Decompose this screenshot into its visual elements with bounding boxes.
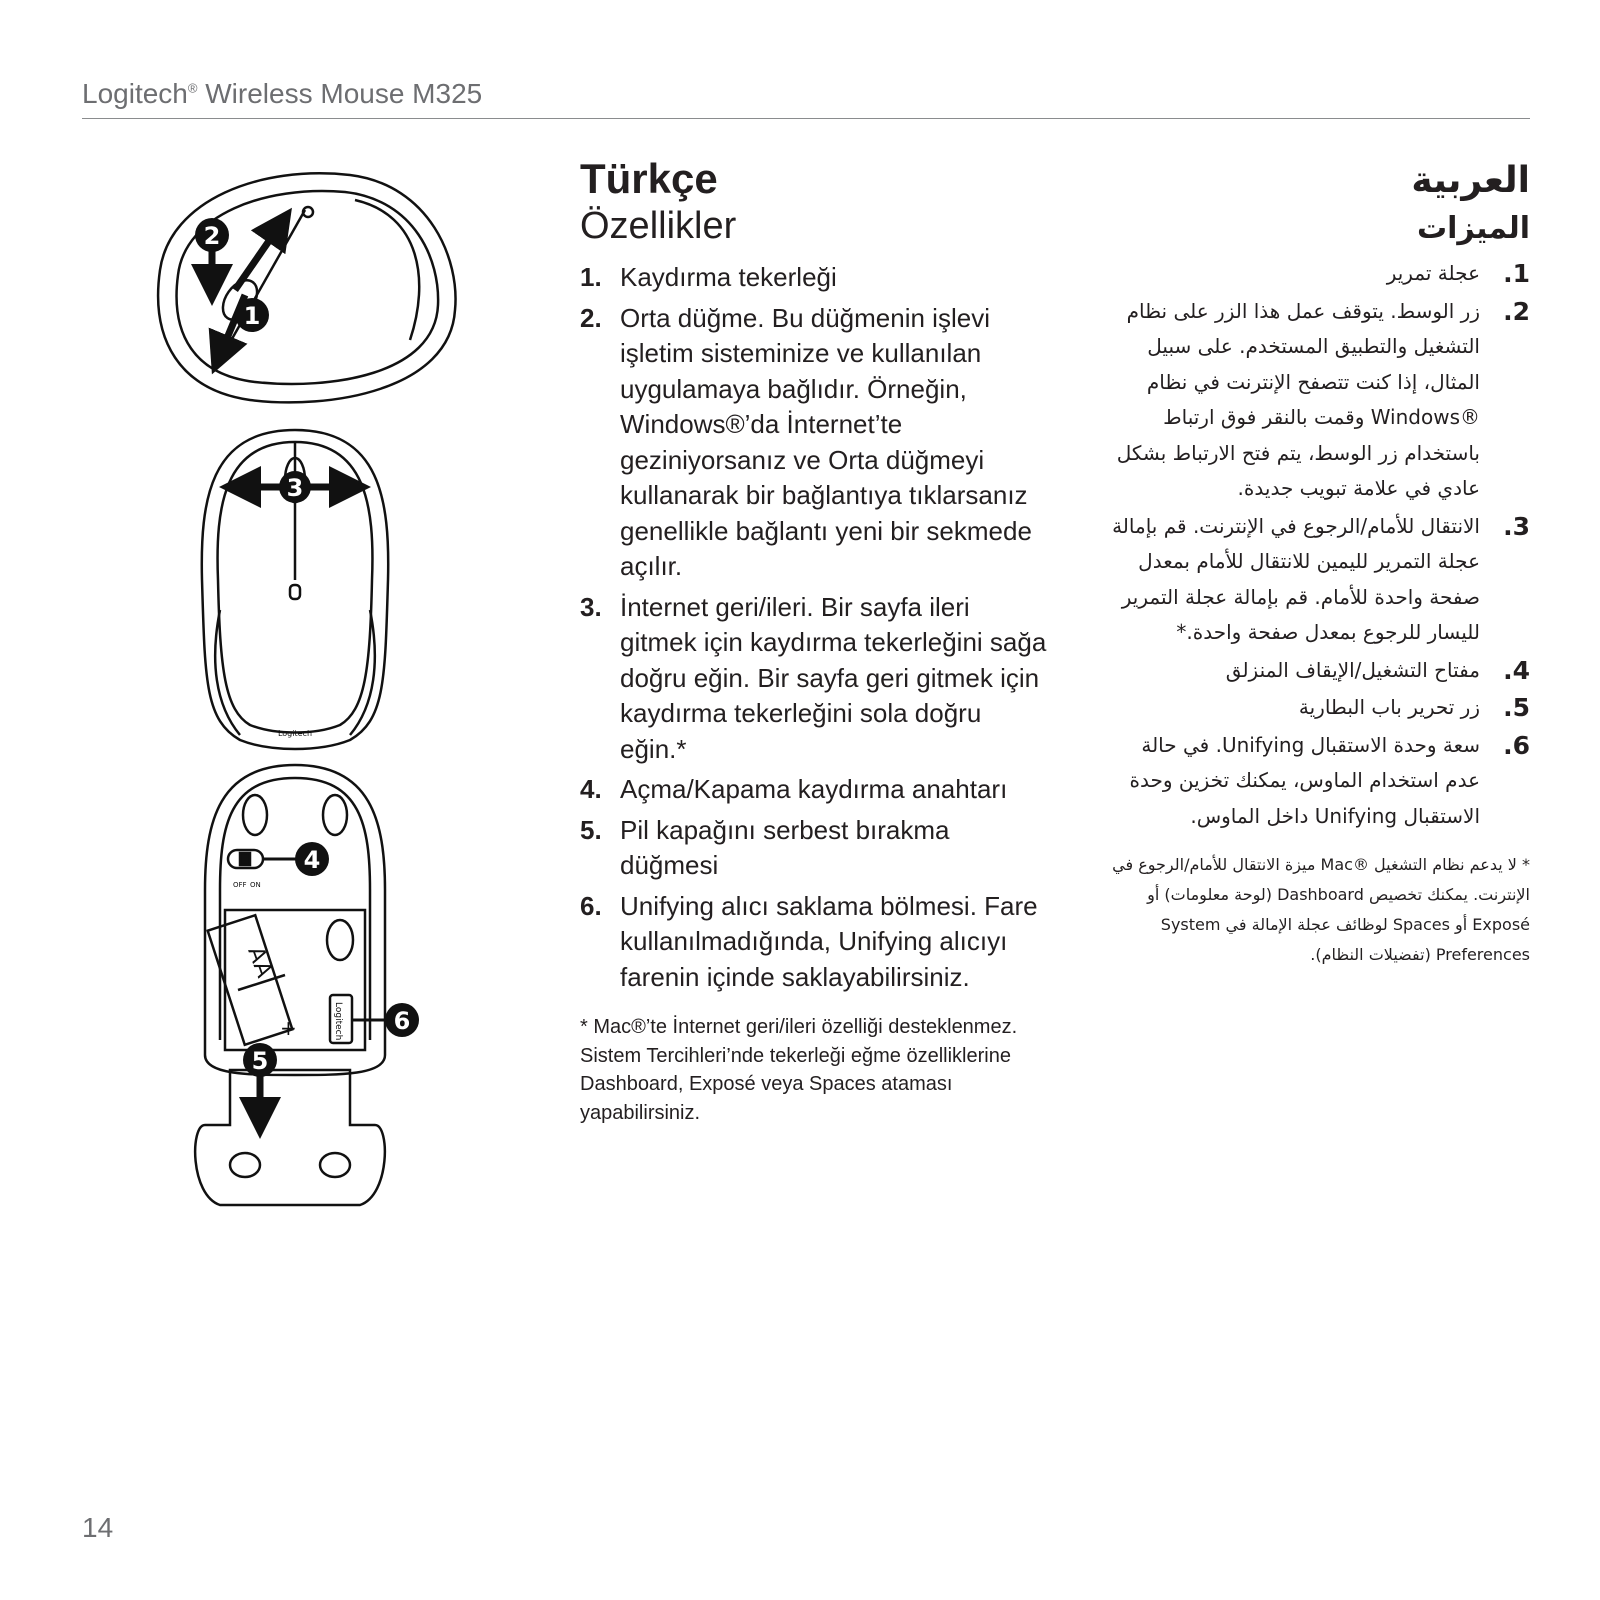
item-number: 4. [580,774,602,804]
turkish-subtitle: Özellikler [580,205,737,247]
svg-text:3: 3 [286,474,304,502]
list-item [1110,294,1530,507]
mouse-top-view [158,173,455,402]
arabic-section [1110,155,1530,986]
item-text: Orta düğme. Bu düğmenin işlevi işletim sisteminize ve kullanılan uygulamaya bağlıdır. Örneğin, Windows®’da İnternet’te geziniyorsanız ve Orta düğmeyi kullanarak bir bağlantıya tıklarsanız genellikle bağlantı yeni bir sekmede açılır. [620,302,1032,581]
list-item [1110,509,1530,651]
item-text: زر الوسط. يتوقف عمل هذا الزر على نظام التشغيل والتطبيق المستخدم. على سبيل المثال، إذا كنت تتصفح الإنترنت في نظام ®Windows وقمت بالنقر فوق ارتباط باستخدام زر الوسط، يتم فتح الارتباط بشكل عادي في علامة تبويب جديدة. [1116,298,1480,500]
turkish-feature-list [580,260,1050,995]
svg-text:5: 5 [251,1047,269,1075]
item-text: Açma/Kapama kaydırma anahtarı [620,774,1008,804]
item-text: مفتاح التشغيل/الإيقاف المنزلق [1225,657,1480,682]
arabic-title: العربية [1411,160,1530,201]
header-brand: Logitech [82,78,188,109]
item-text: الانتقال للأمام/الرجوع في الإنترنت. قم بإمالة عجلة التمرير لليمين للانتقال للأمام بمعدل صفحة واحدة للأمام. قم بإمالة عجلة التمرير لليسار للرجوع بمعدل صفحة واحدة.* [1112,513,1480,644]
item-text: İnternet geri/ileri. Bir sayfa ileri gitmek için kaydırma tekerleğini sağa doğru eğin. Bir sayfa geri gitmek için kaydırma tekerleğini sola doğru eğin.* [620,591,1047,764]
svg-text:4: 4 [303,846,321,874]
list-item [1110,256,1530,292]
list-item [580,590,1050,768]
item-number: 5. [580,814,602,845]
item-number: 3. [580,591,602,622]
item-text: Unifying alıcı saklama bölmesi. Fare kullanılmadığında, Unifying alıcıyı farenin içinde saklayabilirsiniz. [620,890,1038,992]
item-number: .1 [1503,259,1530,288]
item-text: عجلة تمرير [1386,261,1480,285]
arabic-subtitle: الميزات [1417,211,1530,246]
page-header [82,78,482,110]
header-rule [82,118,1530,119]
svg-text:2: 2 [203,222,221,250]
battery-aa-label: AA [242,943,277,981]
list-item [1110,653,1530,689]
callout-5 [243,1043,277,1077]
page-number: 14 [82,1512,114,1543]
list-item [1110,728,1530,835]
item-number: .3 [1503,511,1530,541]
turkish-footnote: * Mac®’te İnternet geri/ileri özelliği desteklenmez. Sistem Tercihleri’nde tekerleği eğme özelliklerine Dashboard, Exposé veya Spaces ataması yapabilirsiniz. [580,1016,1018,1124]
arabic-footnote: * لا يدعم نظام التشغيل ®Mac ميزة الانتقال للأمام/الرجوع في الإنترنت. يمكنك تخصيص Dashboard (لوحة معلومات) أو Exposé أو Spaces لوظائف عجلة الإمالة في System Preferences (تفضيلات النظام). [1112,855,1530,964]
turkish-section [580,155,1050,1147]
callout-1 [235,298,269,332]
turkish-title: Türkçe [580,155,718,202]
callout-2 [195,218,229,252]
battery-plus-label: + [280,1016,297,1040]
logitech-logo-text: Logitech [277,729,313,738]
receiver-label: Logitech [333,1002,343,1041]
svg-text:6: 6 [393,1007,411,1035]
item-number: .4 [1503,655,1530,685]
item-number: .2 [1503,296,1530,326]
item-text: Kaydırma tekerleği [620,262,837,292]
switch-on-label: ON [250,881,261,889]
switch-off-label: OFF [233,881,247,889]
mouse-illustration [130,160,460,1220]
list-item [580,889,1050,996]
item-text: زر تحرير باب البطارية [1298,695,1480,719]
callout-6 [385,1003,419,1037]
arabic-feature-list [1110,256,1530,834]
item-number: 2. [580,302,602,333]
list-item [580,772,1050,808]
list-item [1110,690,1530,726]
item-number: .6 [1503,730,1530,760]
item-number: .5 [1503,693,1530,722]
item-text: Pil kapağını serbest bırakma düğmesi [620,814,950,880]
svg-text:1: 1 [243,302,261,330]
list-item [580,260,1050,296]
item-text: سعة وحدة الاستقبال Unifying. في حالة عدم استخدام الماوس، يمكنك تخزين وحدة الاستقبال Unifying داخل الماوس. [1129,732,1480,828]
header-product: Wireless Mouse M325 [197,78,483,109]
callout-3 [279,471,311,503]
item-number: 6. [580,890,602,921]
callout-4 [295,842,329,876]
list-item [580,813,1050,884]
header-registered-mark: ® [187,80,198,96]
item-number: 1. [580,262,602,292]
list-item [580,301,1050,585]
mouse-bottom-view [195,765,385,1205]
